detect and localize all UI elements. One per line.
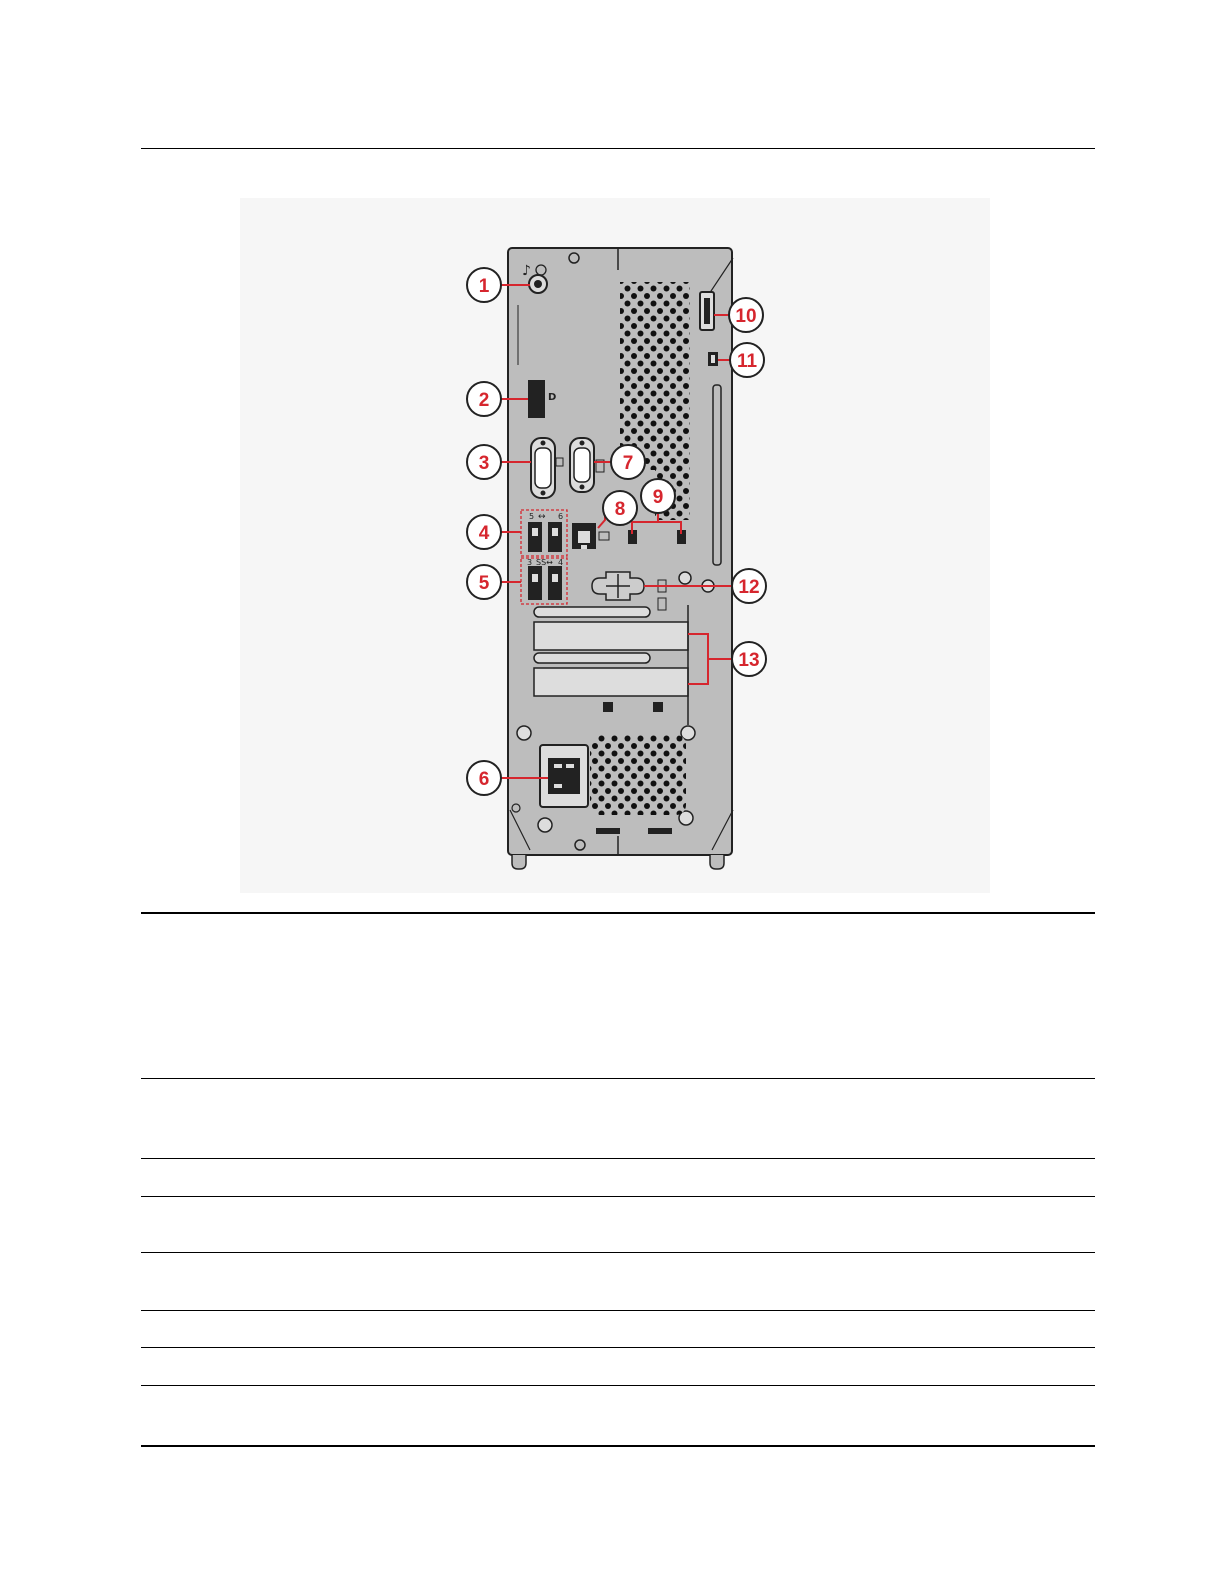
table-row-divider — [141, 1252, 1095, 1253]
callout-10 — [729, 298, 763, 332]
table-row-divider — [141, 1385, 1095, 1386]
table-row-divider — [141, 1347, 1095, 1348]
callout-11 — [730, 343, 764, 377]
svg-text:7: 7 — [622, 453, 634, 474]
svg-text:11: 11 — [736, 351, 758, 372]
callout-1 — [467, 268, 501, 302]
callout-8 — [603, 491, 637, 525]
table-top-rule — [141, 912, 1095, 914]
svg-text:♪: ♪ — [522, 263, 531, 279]
callout-4 — [467, 515, 501, 549]
svg-text:9: 9 — [652, 487, 664, 508]
callout-12 — [732, 569, 766, 603]
callout-13 — [732, 642, 766, 676]
callout-2 — [467, 382, 501, 416]
table-row-divider — [141, 1078, 1095, 1079]
svg-text:3: 3 — [478, 453, 490, 474]
computer-rear-illustration — [240, 198, 990, 893]
usb-port-number: 3 — [527, 558, 533, 567]
psu-vent — [590, 735, 686, 815]
security-lock-slot-icon — [708, 352, 718, 366]
callout-5 — [467, 565, 501, 599]
usb-port-number: 6 — [558, 512, 564, 521]
padlock-loop-icon — [700, 292, 714, 330]
svg-text:10: 10 — [735, 306, 757, 327]
svg-text:5: 5 — [478, 573, 490, 594]
table-bottom-rule — [141, 1445, 1095, 1447]
svg-text:6: 6 — [478, 769, 490, 790]
svg-text:12: 12 — [738, 577, 760, 598]
power-connector-icon — [540, 745, 588, 807]
svg-text:13: 13 — [738, 650, 760, 671]
svg-text:4: 4 — [478, 523, 490, 544]
svg-text:↔: ↔ — [538, 512, 546, 522]
callout-7 — [611, 445, 645, 479]
callout-9 — [641, 479, 675, 513]
svg-text:D: D — [548, 392, 557, 403]
callout-6 — [467, 761, 501, 795]
usb-port-number: 4 — [558, 558, 564, 567]
table-row-divider — [141, 1196, 1095, 1197]
callout-3 — [467, 445, 501, 479]
table-row-divider — [141, 1310, 1095, 1311]
svg-text:8: 8 — [614, 499, 626, 520]
usb-port-number: 5 — [529, 512, 535, 521]
svg-text:2: 2 — [478, 390, 490, 411]
svg-text:1: 1 — [478, 276, 490, 297]
rear-view-figure — [240, 198, 990, 893]
table-row-divider — [141, 1158, 1095, 1159]
top-rule — [141, 148, 1095, 149]
svg-text:SS↔: SS↔ — [536, 558, 553, 567]
